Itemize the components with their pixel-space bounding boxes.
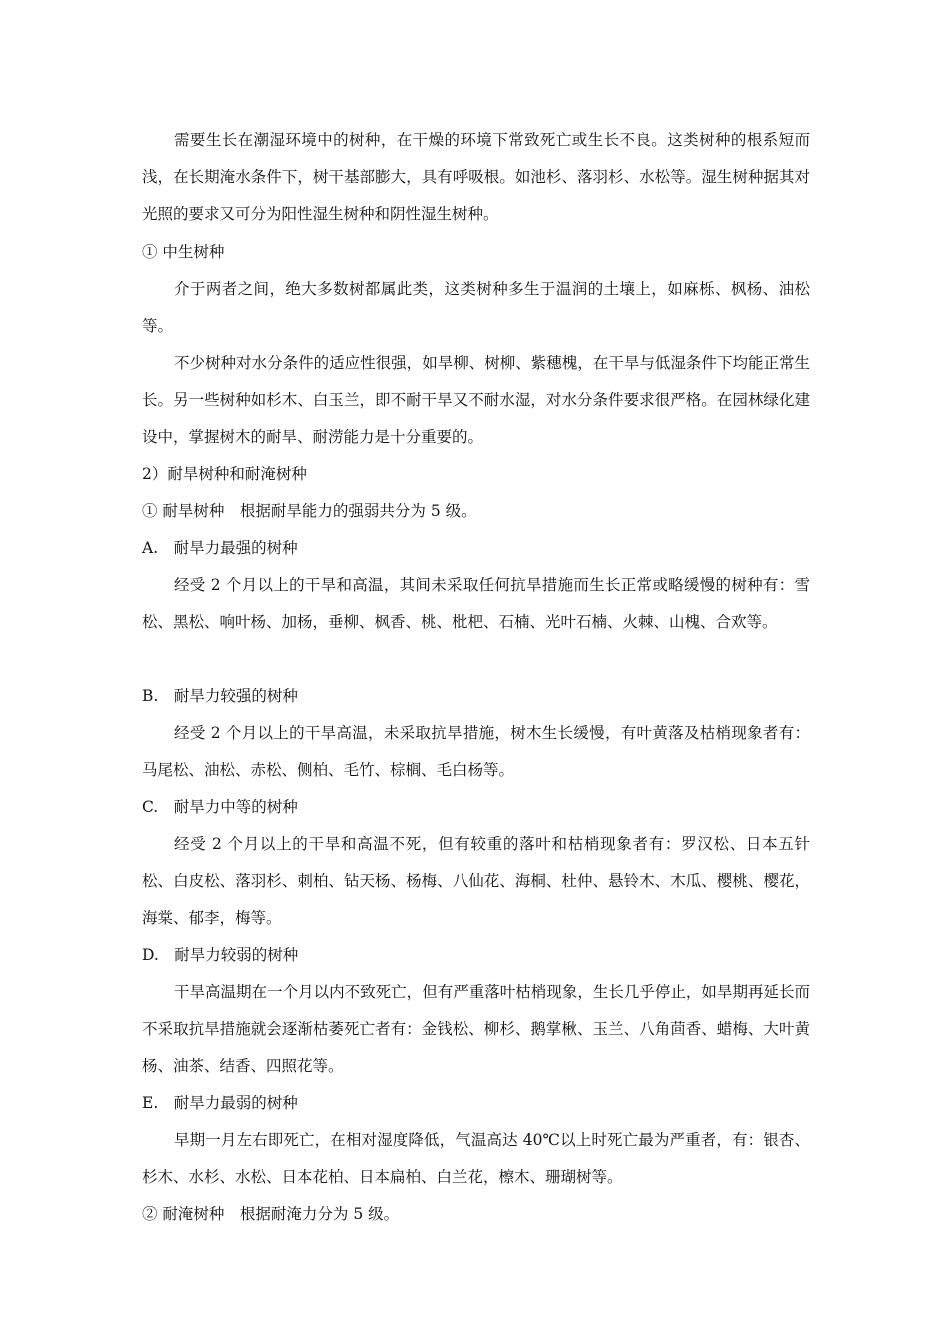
heading-mesophyte-species: ① 中生树种 xyxy=(142,243,225,261)
paragraph-level-e: 早期一月左右即死亡，在相对湿度降低，气温高达 40℃以上时死亡最为严重者，有：银杏、杉木、水杉、水松、日本花柏、日本扁柏、白兰花，檫木、珊瑚树等。 xyxy=(142,1131,810,1186)
paragraph-level-a: 经受 2 个月以上的干旱和高温，其间未采取任何抗旱措施而生长正常或略缓慢的树种有：雪松、黑松、响叶杨、加杨，垂柳、枫香、桃、枇杷、石楠、光叶石楠、火棘、山槐、合欢等。 xyxy=(142,576,810,631)
paragraph-level-b: 经受 2 个月以上的干旱高温，未采取抗旱措施，树木生长缓慢，有叶黄落及枯梢现象者有：马尾松、油松、赤松、侧柏、毛竹、棕榈、毛白杨等。 xyxy=(142,724,810,779)
heading-level-d: D. 耐旱力较弱的树种 xyxy=(142,946,299,964)
heading-drought-flood-tolerant: 2）耐旱树种和耐淹树种 xyxy=(142,465,307,483)
paragraph-wet-species: 需要生长在潮湿环境中的树种，在干燥的环境下常致死亡或生长不良。这类树种的根系短而浅，在长期淹水条件下，树干基部膨大，具有呼吸根。如池杉、落羽杉、水松等。湿生树种据其对光照的要求又可分为阳性湿生树种和阴性湿生树种。 xyxy=(142,131,810,223)
heading-drought-tolerant-levels: ① 耐旱树种 根据耐旱能力的强弱共分为 5 级。 xyxy=(142,502,477,520)
heading-level-b: B. 耐旱力较强的树种 xyxy=(142,687,298,705)
heading-level-a: A. 耐旱力最强的树种 xyxy=(142,539,298,557)
paragraph-level-c: 经受 2 个月以上的干旱和高温不死，但有较重的落叶和枯梢现象者有：罗汉松、日本五针松、白皮松、落羽杉、刺柏、钻天杨、杨梅、八仙花、海桐、杜仲、悬铃木、木瓜、樱桃、樱花，海棠、郁李，梅等。 xyxy=(142,835,810,927)
heading-flood-tolerant-levels: ② 耐淹树种 根据耐淹力分为 5 级。 xyxy=(142,1205,400,1223)
paragraph-water-adaptability: 不少树种对水分条件的适应性很强，如旱柳、树柳、紫穗槐，在干旱与低湿条件下均能正常生长。另一些树种如杉木、白玉兰，即不耐干旱又不耐水湿，对水分条件要求很严格。在园林绿化建设中，掌握树木的耐旱、耐涝能力是十分重要的。 xyxy=(142,354,810,446)
paragraph-level-d: 干旱高温期在一个月以内不致死亡，但有严重落叶枯梢现象，生长几乎停止，如旱期再延长而不采取抗旱措施就会逐渐枯萎死亡者有：金钱松、柳杉、鹅掌楸、玉兰、八角茴香、蜡梅、大叶黄杨、油茶、结香、四照花等。 xyxy=(142,983,810,1075)
heading-level-e: E. 耐旱力最弱的树种 xyxy=(142,1094,298,1112)
heading-level-c: C. 耐旱力中等的树种 xyxy=(142,798,298,816)
paragraph-mesophyte-description: 介于两者之间，绝大多数树都属此类，这类树种多生于温润的土壤上，如麻栎、枫杨、油松等。 xyxy=(142,280,810,335)
